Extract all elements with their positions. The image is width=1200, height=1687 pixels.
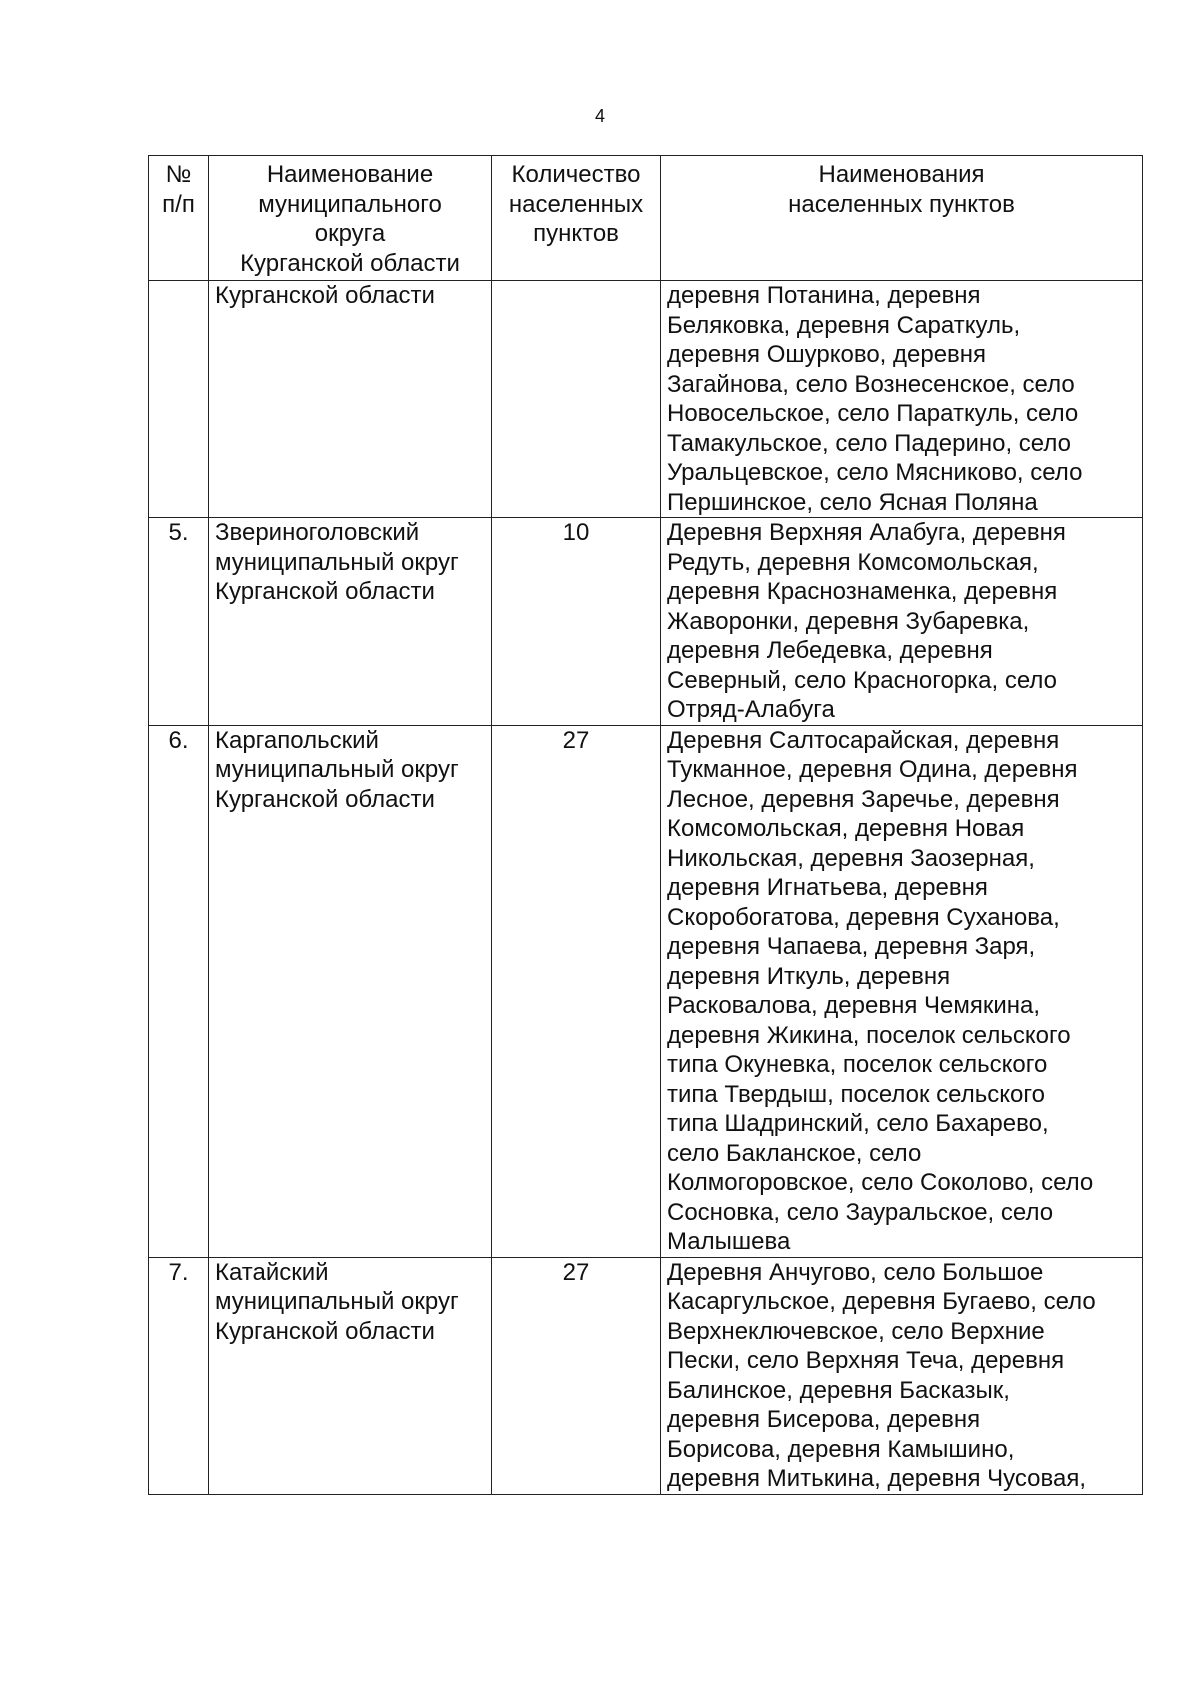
page-number: 4 <box>594 106 605 126</box>
header-names: Наименования населенных пунктов <box>661 156 1143 281</box>
settlements-table <box>148 155 1143 1495</box>
header-num: № п/п <box>149 156 209 281</box>
row-num: 5. <box>149 518 209 726</box>
row-settlement-names: Деревня Салтосарайская, деревня Тукманное, деревня Одина, деревня Лесное, деревня Заречье, деревня Комсомольская, деревня Новая Никольская, деревня Заозерная, деревня Игнатьева, деревня Скоробогатова, деревня Суханова, деревня Чапаева, деревня Заря, деревня Иткуль, деревня Расковалова, деревня Чемякина, деревня Жикина, поселок сельского типа Окуневка, поселок сельского типа Твердыш, поселок сельского типа Шадринский, село Бахарево, село Бакланское, село Колмогоровское, село Соколово, село Сосновка, село Зауральское, село Малышева <box>661 725 1143 1257</box>
row-num: 6. <box>149 725 209 1257</box>
table-row <box>149 281 1143 518</box>
header-district: Наименование муниципального округа Курганской области <box>209 156 492 281</box>
row-count <box>492 281 661 518</box>
row-count: 27 <box>492 1257 661 1494</box>
table-header-row <box>149 156 1143 281</box>
row-district: Катайский муниципальный округ Курганской области <box>209 1257 492 1494</box>
header-count: Количество населенных пунктов <box>492 156 661 281</box>
row-settlement-names: деревня Потанина, деревня Беляковка, деревня Сараткуль, деревня Ошурково, деревня Загайнова, село Вознесенское, село Новосельское, село Параткуль, село Тамакульское, село Падерино, село Уральцевское, село Мясниково, село Першинское, село Ясная Поляна <box>661 281 1143 518</box>
row-num: 7. <box>149 1257 209 1494</box>
row-num <box>149 281 209 518</box>
row-settlement-names: Деревня Анчугово, село Большое Касаргульское, деревня Бугаево, село Верхнеключевское, село Верхние Пески, село Верхняя Теча, деревня Балинское, деревня Басказык, деревня Бисерова, деревня Борисова, деревня Камышино, деревня Митькина, деревня Чусовая, <box>661 1257 1143 1494</box>
row-district: Звериноголовский муниципальный округ Курганской области <box>209 518 492 726</box>
row-district: Каргапольский муниципальный округ Курганской области <box>209 725 492 1257</box>
row-district: Курганской области <box>209 281 492 518</box>
table-row <box>149 1257 1143 1494</box>
row-count: 10 <box>492 518 661 726</box>
table-row <box>149 518 1143 726</box>
row-count: 27 <box>492 725 661 1257</box>
row-settlement-names: Деревня Верхняя Алабуга, деревня Редуть, деревня Комсомольская, деревня Краснознаменка, деревня Жаворонки, деревня Зубаревка, деревня Лебедевка, деревня Северный, село Красногорка, село Отряд-Алабуга <box>661 518 1143 726</box>
table-row <box>149 725 1143 1257</box>
